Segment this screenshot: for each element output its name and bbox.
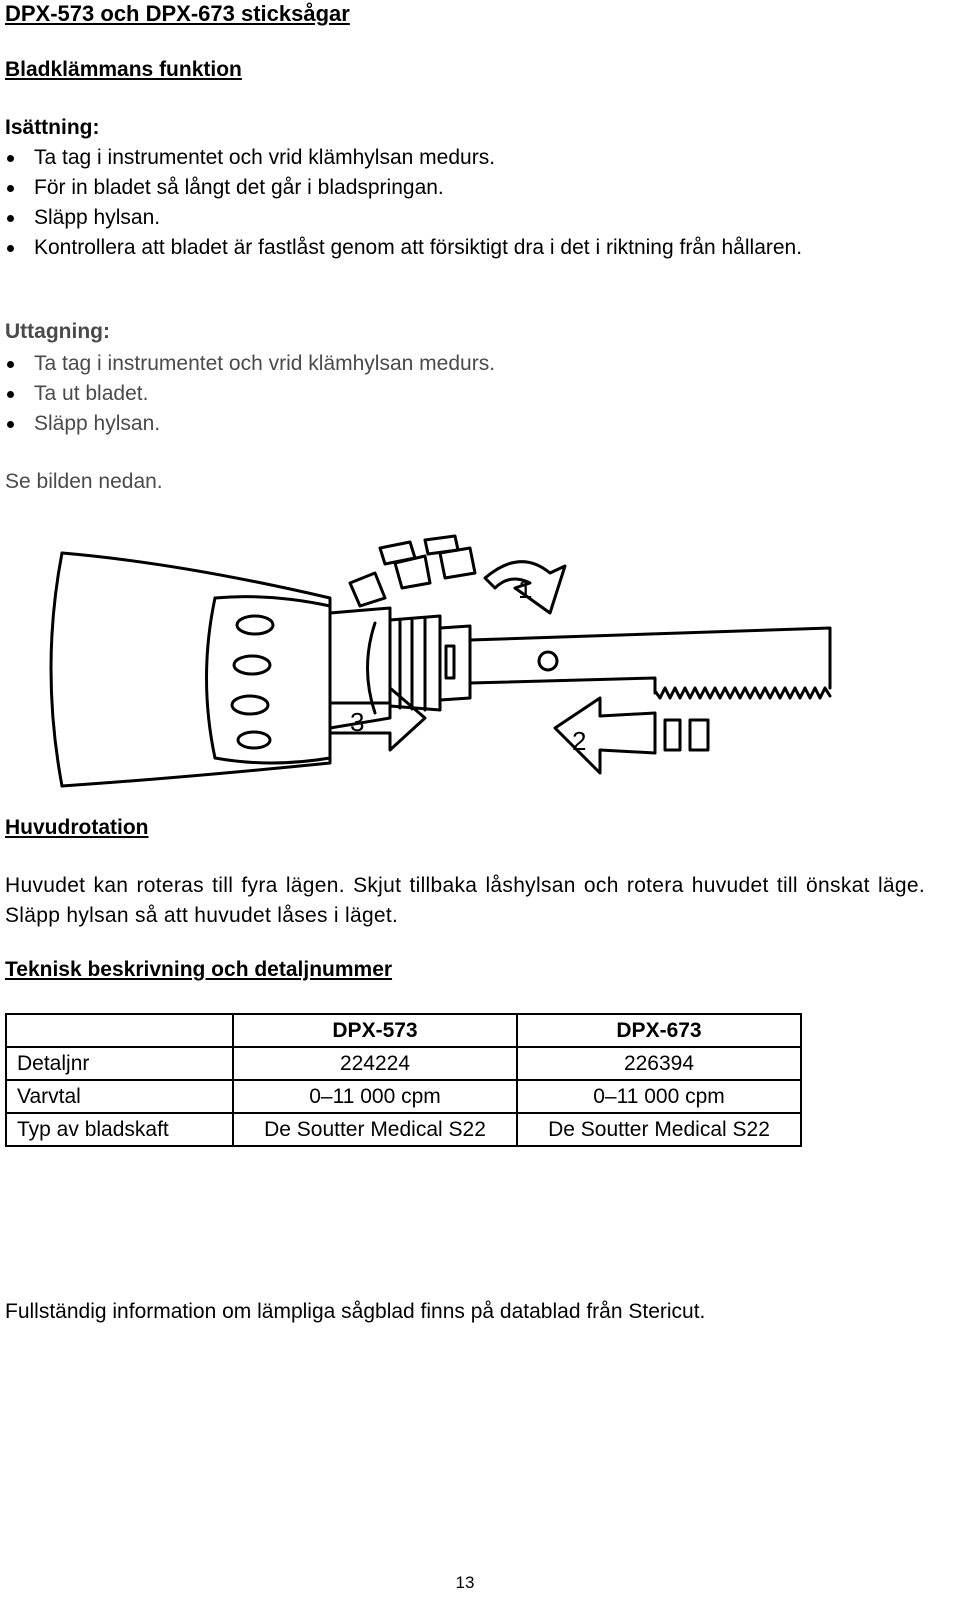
page-title: DPX-573 och DPX-673 sticksågar bbox=[5, 1, 350, 26]
section-heading-head-rotation: Huvudrotation bbox=[5, 816, 149, 839]
figure-label-3: 3 bbox=[350, 707, 365, 737]
table-header-cell: DPX-573 bbox=[233, 1014, 517, 1047]
list-item: Ta tag i instrumentet och vrid klämhylsan medurs. bbox=[5, 349, 885, 379]
insertion-list bbox=[5, 143, 885, 263]
table-cell: Detaljnr bbox=[6, 1047, 233, 1080]
footer-note: Fullständig information om lämpliga sågblad finns på datablad från Stericut. bbox=[5, 1300, 706, 1323]
arrow-2 bbox=[555, 698, 655, 773]
list-item: Kontrollera att bladet är fastlåst genom att försiktigt dra i det i riktning från hållaren. bbox=[5, 233, 885, 263]
list-item: Släpp hylsan. bbox=[5, 409, 885, 439]
figure-label-1: 1 bbox=[518, 574, 533, 604]
table-cell: 226394 bbox=[517, 1047, 801, 1080]
blade-clamp-figure bbox=[30, 528, 880, 798]
handle-body bbox=[62, 553, 330, 786]
table-row bbox=[6, 1113, 801, 1146]
table-cell: De Soutter Medical S22 bbox=[233, 1113, 517, 1146]
section-heading-technical: Teknisk beskrivning och detaljnummer bbox=[5, 958, 393, 981]
rotation-paragraph: Huvudet kan roteras till fyra lägen. Skjut tillbaka låshylsan och rotera huvudet till önskat läge. Släpp hylsan så att huvudet låses i läget. bbox=[5, 874, 925, 927]
table-header-cell: DPX-673 bbox=[517, 1014, 801, 1047]
insertion-heading: Isättning: bbox=[5, 116, 100, 139]
table-header-row bbox=[6, 1014, 801, 1047]
see-below-text: Se bilden nedan. bbox=[5, 470, 163, 493]
list-item: Ta tag i instrumentet och vrid klämhylsan medurs. bbox=[5, 143, 885, 173]
table-cell: 0–11 000 cpm bbox=[517, 1080, 801, 1113]
table-header-cell bbox=[6, 1014, 233, 1047]
list-item: För in bladet så långt det går i bladspringan. bbox=[5, 173, 885, 203]
table-cell: 0–11 000 cpm bbox=[233, 1080, 517, 1113]
table-row bbox=[6, 1080, 801, 1113]
section-heading-blade-clamp: Bladklämmans funktion bbox=[5, 58, 242, 81]
page-number: 13 bbox=[455, 1573, 475, 1592]
removal-heading: Uttagning: bbox=[5, 320, 110, 343]
removal-list bbox=[5, 349, 885, 439]
table-row bbox=[6, 1047, 801, 1080]
table-cell: De Soutter Medical S22 bbox=[517, 1113, 801, 1146]
list-item: Släpp hylsan. bbox=[5, 203, 885, 233]
table-cell: Varvtal bbox=[6, 1080, 233, 1113]
figure-label-2: 2 bbox=[572, 726, 587, 756]
spec-table bbox=[5, 1013, 802, 1147]
table-cell: Typ av bladskaft bbox=[6, 1113, 233, 1146]
list-item: Ta ut bladet. bbox=[5, 379, 885, 409]
table-cell: 224224 bbox=[233, 1047, 517, 1080]
